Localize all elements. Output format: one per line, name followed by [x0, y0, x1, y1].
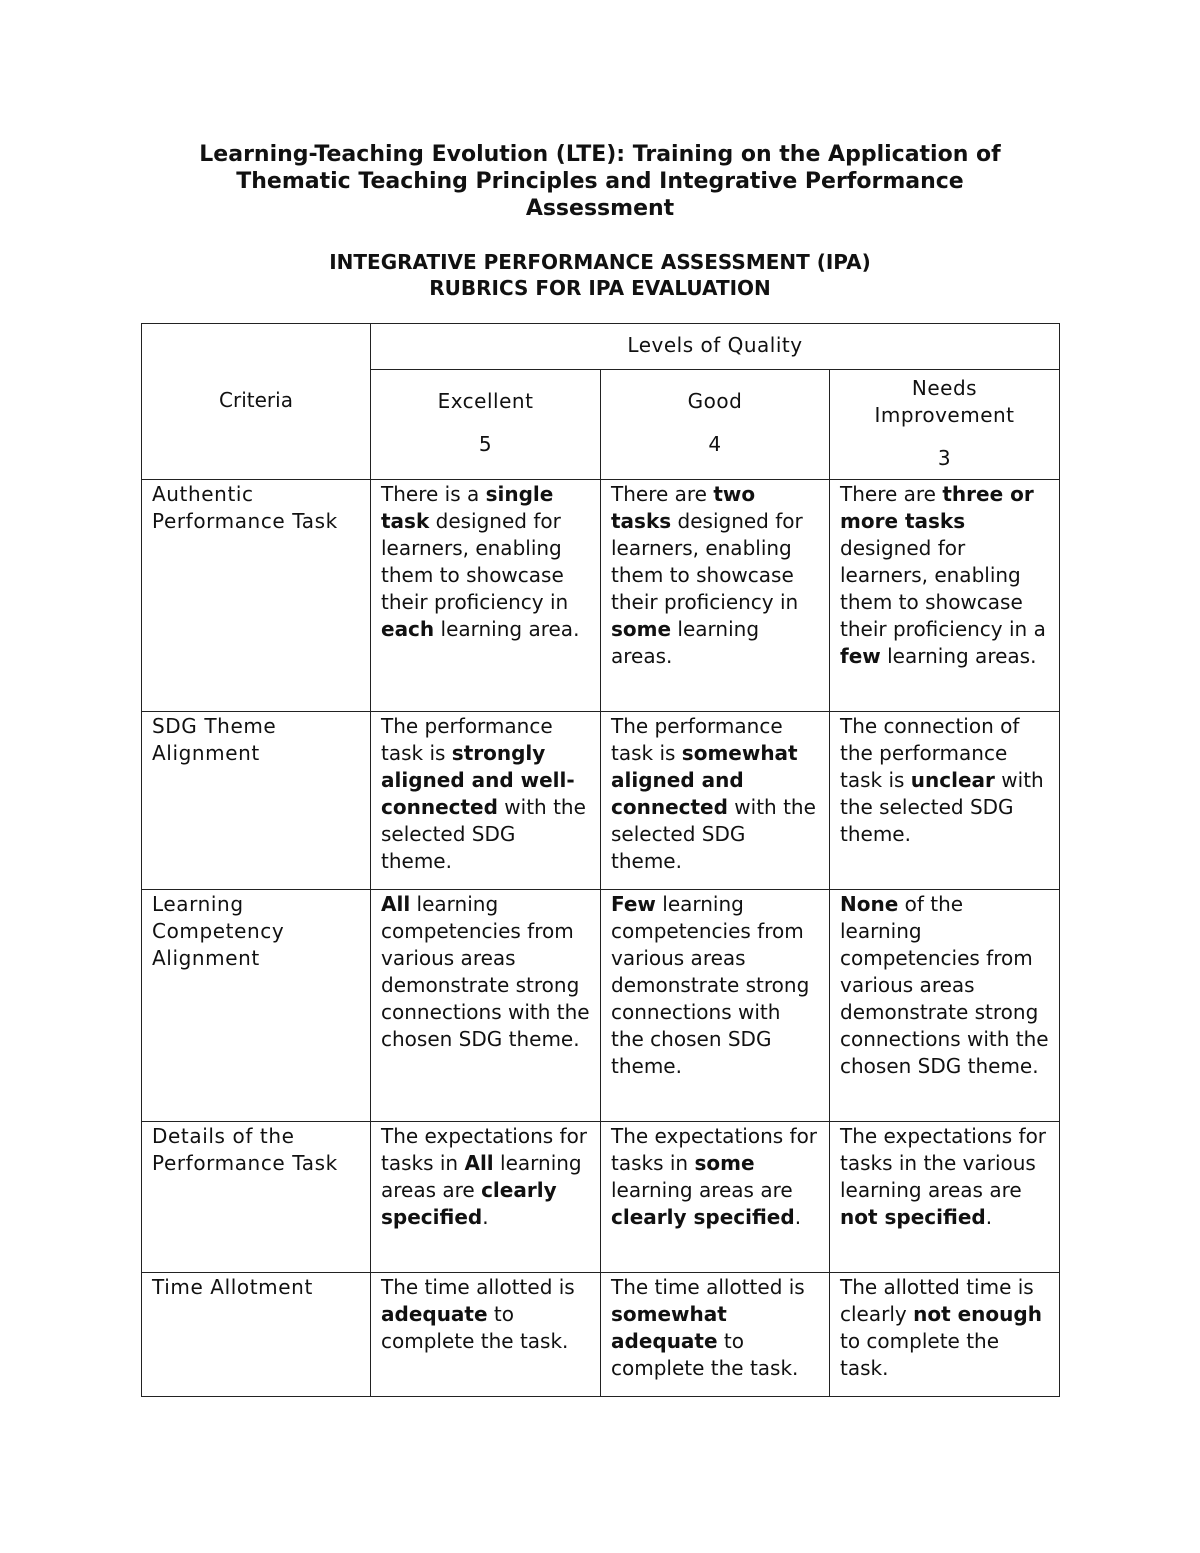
descriptor-cell-excellent	[371, 1273, 601, 1397]
level-header-good	[601, 370, 830, 480]
levels-of-quality-header: Levels of Quality	[371, 324, 1060, 370]
descriptor-cell-good	[601, 1122, 830, 1273]
descriptor-text: learning competencies from various areas demonstrate strong connections with the chosen SDG theme.	[381, 892, 590, 1051]
descriptor-text: The performance task is	[381, 714, 553, 765]
emphasis-text: Few	[611, 892, 656, 916]
descriptor-text: with the selected SDG theme.	[840, 768, 1044, 846]
criterion-cell: Learning Competency Alignment	[142, 890, 371, 1122]
descriptor-text: learning competencies from various areas demonstrate strong connections with the chosen SDG theme.	[611, 892, 810, 1078]
descriptor-text: learning areas are	[381, 1151, 582, 1202]
table-row	[142, 890, 1060, 1122]
title-line-2: Thematic Teaching Principles and Integrative Performance	[236, 169, 964, 194]
emphasis-text: unclear	[910, 768, 995, 792]
descriptor-cell-good	[601, 1273, 830, 1397]
emphasis-text: not enough	[913, 1302, 1042, 1326]
descriptor-text: The time allotted is	[611, 1275, 805, 1299]
descriptor-text: .	[794, 1205, 802, 1229]
descriptor-text: designed for learners, enabling them to showcase their proficiency in a	[840, 536, 1046, 641]
descriptor-text: The connection of the performance task is	[840, 714, 1020, 792]
emphasis-text: clearly specified	[381, 1178, 557, 1229]
level-name: Excellent	[437, 389, 534, 413]
descriptor-text: .	[985, 1205, 993, 1229]
table-row	[142, 712, 1060, 890]
descriptor-text: to complete the task.	[611, 1329, 799, 1380]
descriptor-text: The allotted time is clearly	[840, 1275, 1034, 1326]
descriptor-text: learning areas are	[611, 1178, 793, 1202]
level-score: 4	[708, 432, 722, 456]
emphasis-text: some	[611, 617, 672, 641]
rubric-body	[142, 480, 1060, 1397]
criterion-cell: Details of the Performance Task	[142, 1122, 371, 1273]
descriptor-cell-needs-improvement	[830, 1122, 1060, 1273]
criterion-cell: Authentic Performance Task	[142, 480, 371, 712]
descriptor-text: designed for learners, enabling them to showcase their proficiency in	[611, 509, 803, 614]
emphasis-text: single task	[381, 482, 554, 533]
title-line-3: Assessment	[525, 196, 675, 221]
emphasis-text: strongly aligned and well-connected	[381, 741, 575, 819]
descriptor-cell-needs-improvement	[830, 890, 1060, 1122]
title-line-1: Learning-Teaching Evolution (LTE): Training on the Application of	[199, 142, 1001, 167]
descriptor-text: learning area.	[434, 617, 580, 641]
descriptor-text: learning areas.	[880, 644, 1037, 668]
level-score: 3	[937, 445, 952, 470]
table-row	[142, 1273, 1060, 1397]
level-header-needs-improvement	[830, 370, 1060, 480]
emphasis-text: All	[464, 1151, 494, 1175]
table-row	[142, 480, 1060, 712]
descriptor-text: of the learning competencies from various areas demonstrate strong connections with the chosen SDG theme.	[840, 892, 1049, 1078]
descriptor-cell-good	[601, 480, 830, 712]
subtitle-line-1: INTEGRATIVE PERFORMANCE ASSESSMENT (IPA)	[329, 250, 871, 274]
descriptor-text: to complete the task.	[840, 1329, 1000, 1380]
emphasis-text: some	[694, 1151, 755, 1175]
descriptor-cell-excellent	[371, 1122, 601, 1273]
criterion-cell: Time Allotment	[142, 1273, 371, 1397]
emphasis-text: adequate	[381, 1302, 488, 1326]
level-header-excellent	[371, 370, 601, 480]
table-row	[142, 1122, 1060, 1273]
level-name: Good	[687, 389, 743, 413]
descriptor-text: The expectations for tasks in	[611, 1124, 818, 1175]
descriptor-cell-excellent	[371, 890, 601, 1122]
emphasis-text: not specified	[840, 1205, 986, 1229]
descriptor-text: learning areas.	[611, 617, 760, 668]
descriptor-text: to complete the task.	[381, 1302, 569, 1353]
emphasis-text: All	[381, 892, 411, 916]
descriptor-text: The performance task is	[611, 714, 783, 765]
descriptor-cell-excellent	[371, 712, 601, 890]
descriptor-text: There is a	[381, 482, 486, 506]
emphasis-text: three or more tasks	[840, 482, 1034, 533]
descriptor-text: There are	[611, 482, 714, 506]
descriptor-text: There are	[840, 482, 943, 506]
level-name: Needs Improvement	[874, 375, 1015, 427]
descriptor-cell-needs-improvement	[830, 1273, 1060, 1397]
descriptor-cell-excellent	[371, 480, 601, 712]
descriptor-cell-good	[601, 712, 830, 890]
descriptor-text: The expectations for tasks in the various learning areas are	[840, 1124, 1047, 1202]
level-score: 5	[478, 432, 493, 456]
document-subtitle	[100, 249, 1100, 301]
descriptor-text: .	[482, 1205, 489, 1229]
descriptor-text: The expectations for tasks in	[381, 1124, 588, 1175]
subtitle-line-2: RUBRICS FOR IPA EVALUATION	[429, 276, 771, 300]
descriptor-text: with the selected SDG theme.	[611, 795, 816, 873]
descriptor-cell-needs-improvement	[830, 712, 1060, 890]
emphasis-text: each	[381, 617, 435, 641]
emphasis-text: clearly specified	[611, 1205, 795, 1229]
emphasis-text: few	[840, 644, 881, 668]
descriptor-cell-needs-improvement	[830, 480, 1060, 712]
criterion-cell: SDG Theme Alignment	[142, 712, 371, 890]
emphasis-text: somewhat adequate	[611, 1302, 727, 1353]
emphasis-text: two tasks	[611, 482, 756, 533]
emphasis-text: somewhat aligned and connected	[611, 741, 798, 819]
criteria-header: Criteria	[142, 324, 371, 480]
descriptor-text: designed for learners, enabling them to showcase their proficiency in	[381, 509, 569, 614]
emphasis-text: None	[840, 892, 899, 916]
descriptor-text: with the selected SDG theme.	[381, 795, 586, 873]
document-title	[100, 141, 1100, 222]
descriptor-text: The time allotted is	[381, 1275, 575, 1299]
descriptor-cell-good	[601, 890, 830, 1122]
rubric-table	[141, 323, 1060, 1397]
